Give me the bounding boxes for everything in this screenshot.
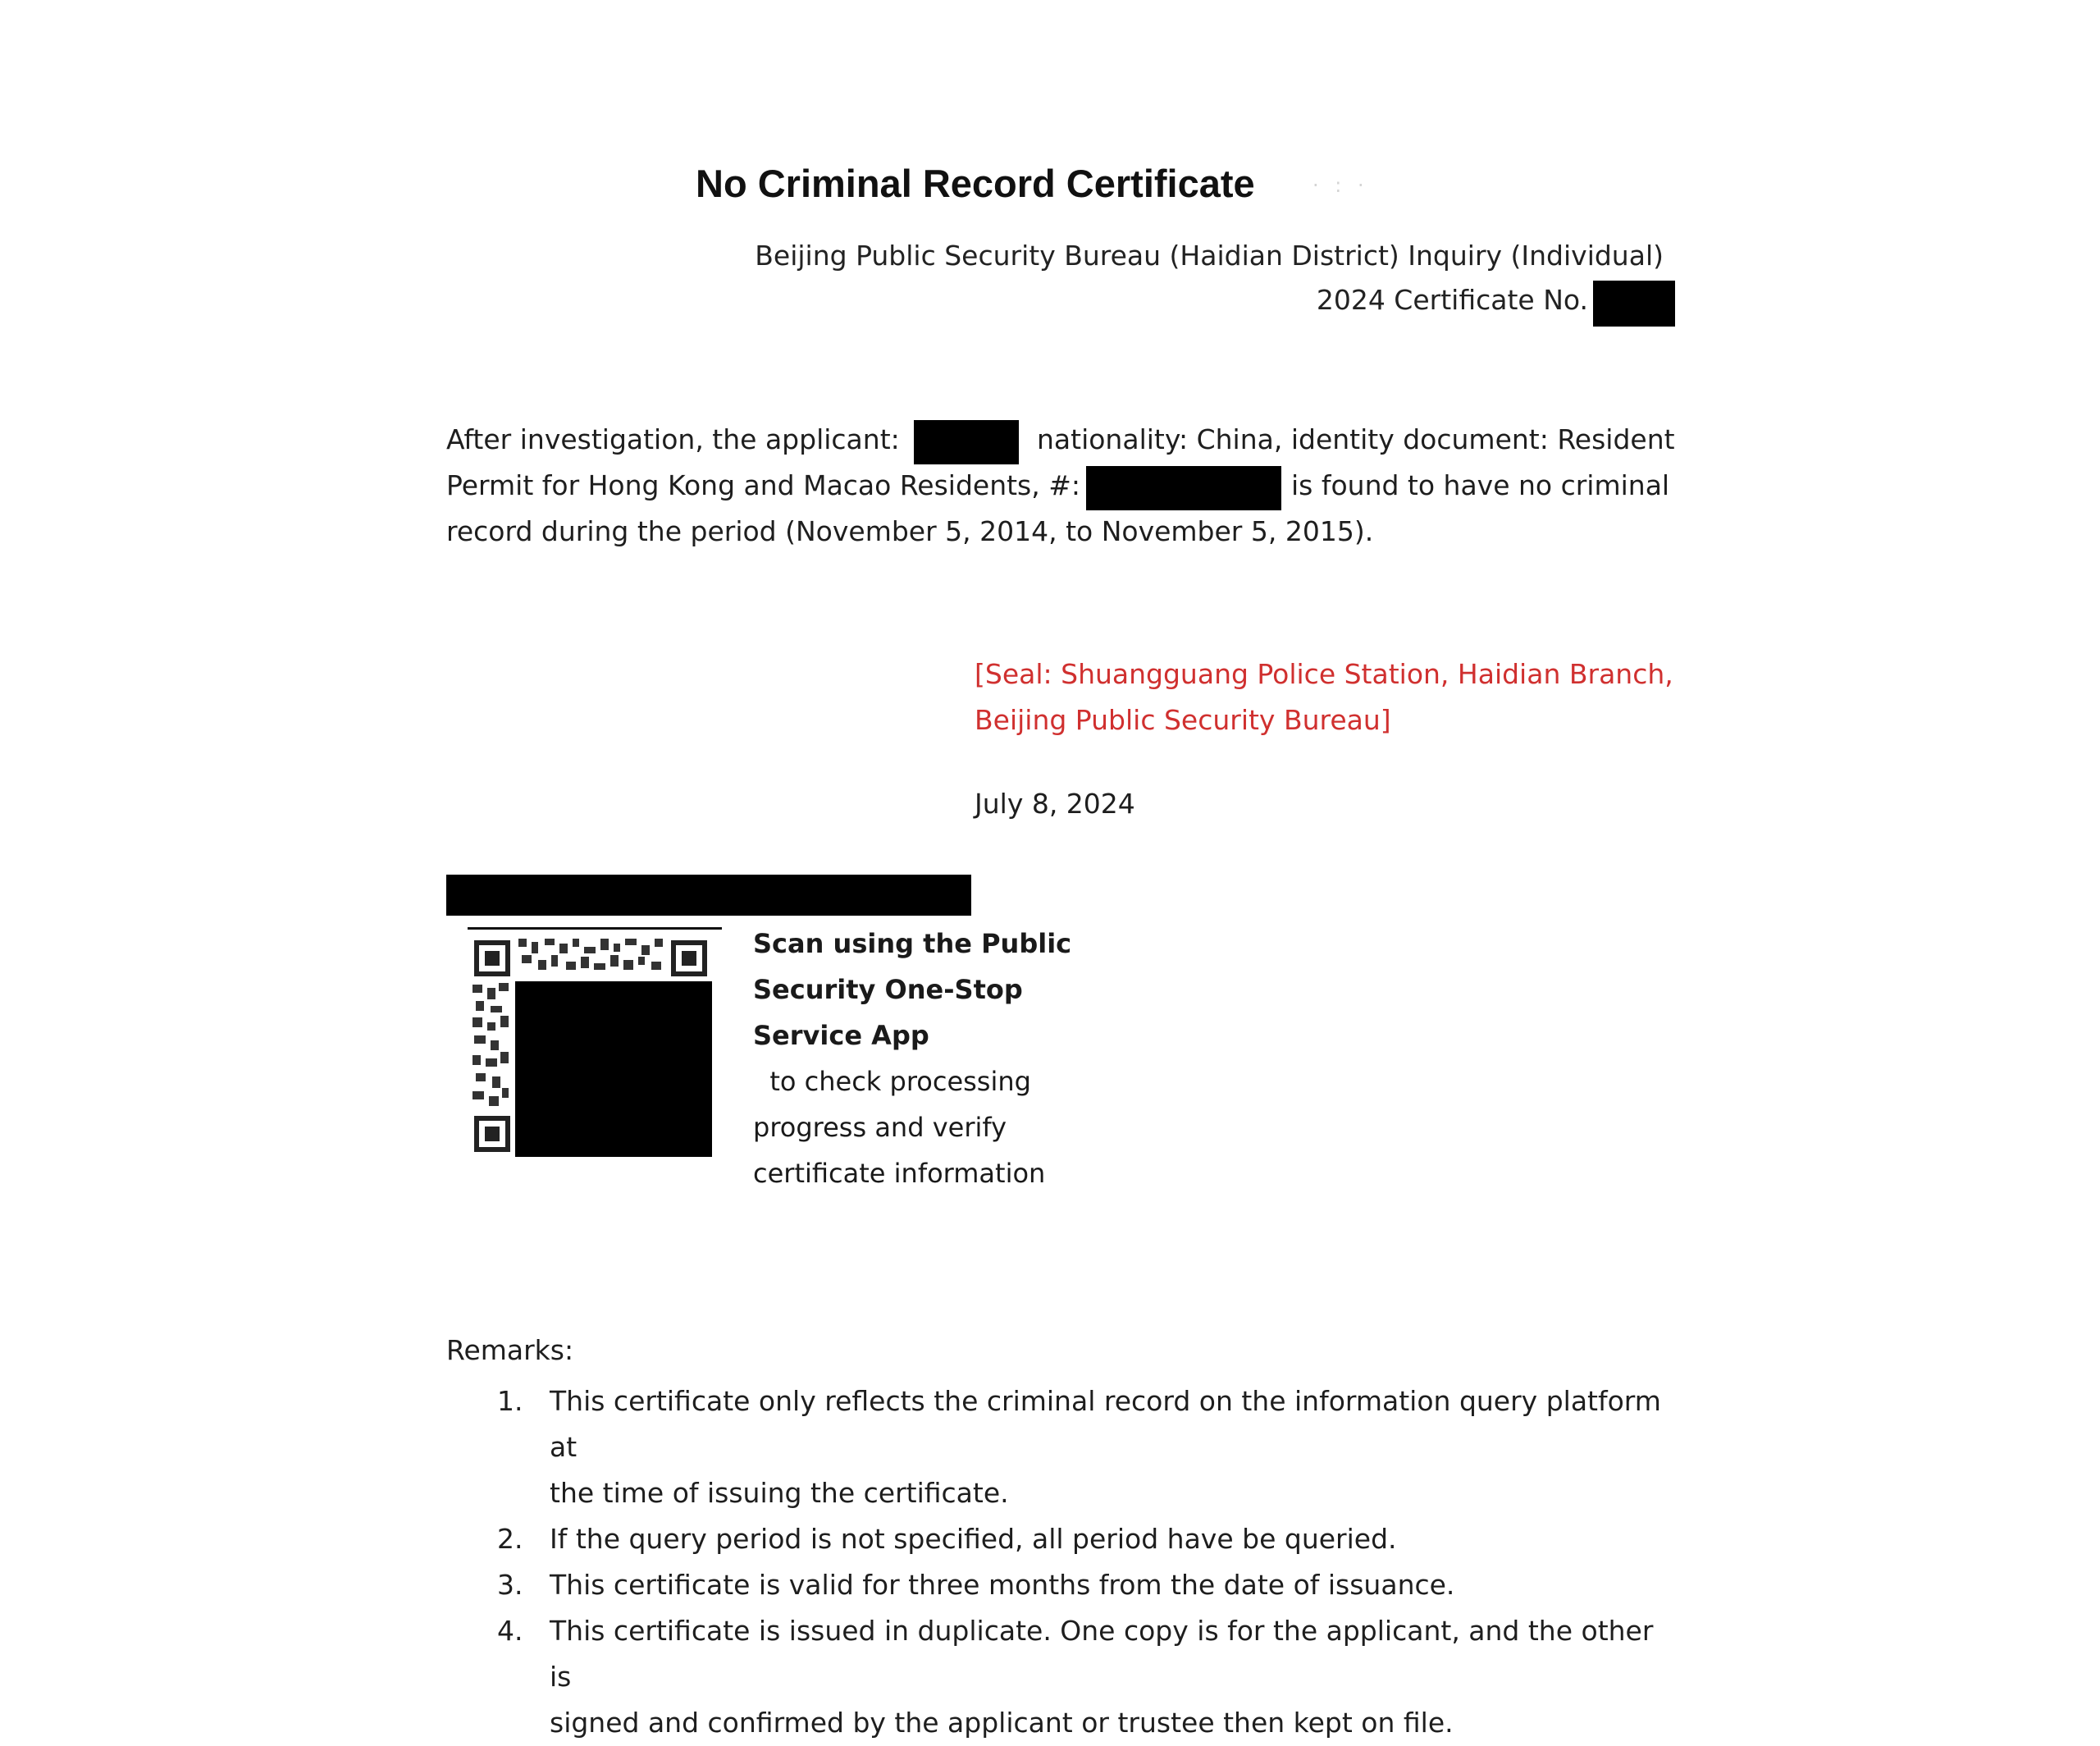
issuer-line: Beijing Public Security Bureau (Haidian District) Inquiry (Individual): [755, 240, 1664, 272]
body-line-1-end: nationality: China, identity document: Resident: [1037, 423, 1675, 455]
qr-code-icon: [469, 935, 712, 1157]
seal-line-2: Beijing Public Security Bureau]: [975, 704, 1391, 736]
certificate-number-label: 2024 Certificate No.: [1316, 284, 1588, 316]
document-title: No Criminal Record Certificate: [696, 162, 1255, 205]
scan-bold-line-3: Service App: [753, 1020, 929, 1051]
remark-text-line: This certificate is issued in duplicate. One copy is for the applicant, and the other is: [550, 1615, 1654, 1693]
seal-annotation: [975, 651, 1680, 743]
remark-item: [497, 1608, 1670, 1746]
scan-line-4: to check processing: [753, 1066, 1031, 1097]
body-line-1-start: After investigation, the applicant:: [446, 423, 900, 455]
remark-text-line: signed and confirmed by the applicant or trustee then kept on file.: [550, 1707, 1454, 1739]
seal-line-1: [Seal: Shuangguang Police Station, Haidian Branch,: [975, 658, 1673, 690]
certificate-number-redaction: [1593, 281, 1675, 327]
scan-instructions: [753, 921, 1098, 1196]
scan-line-6: certificate information: [753, 1158, 1046, 1189]
header-redaction-bar: [446, 875, 971, 916]
remark-number: 3.: [497, 1569, 523, 1601]
remark-number: 1.: [497, 1385, 523, 1417]
body-line-2-end: is found to have no criminal: [1291, 469, 1670, 501]
scan-bold-line-1: Scan using the Public: [753, 928, 1072, 959]
body-line-3: record during the period (November 5, 2014, to November 5, 2015).: [446, 515, 1374, 547]
applicant-name-redaction: [914, 420, 1019, 464]
document-number-redaction: [1086, 466, 1281, 510]
body-line-2-start: Permit for Hong Kong and Macao Residents, #:: [446, 469, 1080, 501]
issue-date: July 8, 2024: [975, 788, 1135, 820]
remark-item: [497, 1516, 1670, 1562]
scan-line-5: progress and verify: [753, 1112, 1007, 1143]
scan-bold-line-2: Security One-Stop: [753, 974, 1023, 1005]
remark-number: 2.: [497, 1523, 523, 1555]
remark-text-line: If the query period is not specified, all period have be queried.: [550, 1523, 1397, 1555]
remark-item: [497, 1378, 1670, 1516]
remarks-list: [497, 1378, 1670, 1746]
remark-text-line: This certificate is valid for three months from the date of issuance.: [550, 1569, 1455, 1601]
remark-item: [497, 1562, 1670, 1608]
remark-number: 4.: [497, 1615, 523, 1647]
remark-text-line: the time of issuing the certificate.: [550, 1477, 1009, 1509]
remark-text-line: This certificate only reflects the criminal record on the information query platform at: [550, 1385, 1661, 1463]
title-smudge-mark: · : ·: [1312, 174, 1369, 197]
remarks-heading: Remarks:: [446, 1334, 574, 1366]
